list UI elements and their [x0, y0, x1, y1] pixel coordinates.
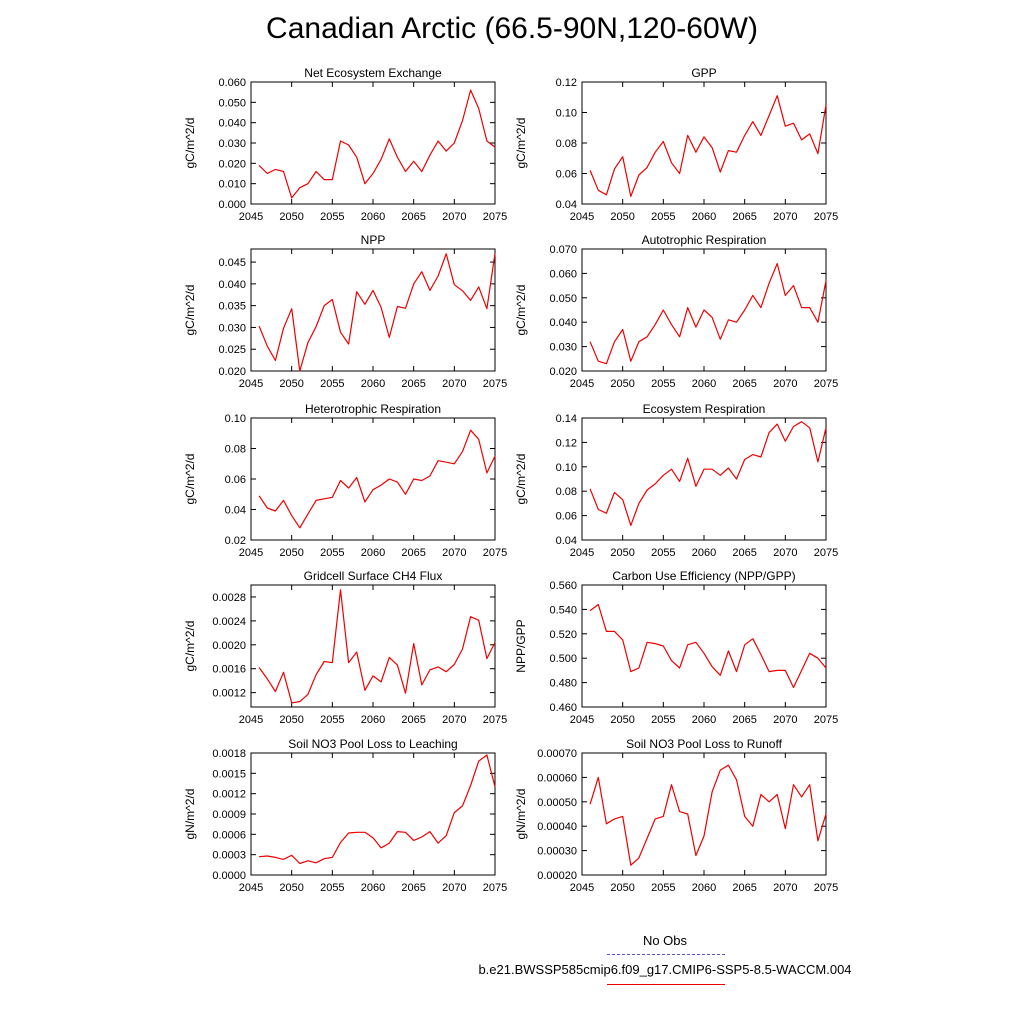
- y-axis-label: gC/m^2/d: [183, 620, 197, 672]
- x-tick-label: 2070: [442, 714, 467, 726]
- y-axis-label: gC/m^2/d: [514, 284, 528, 336]
- x-tick-label: 2065: [401, 547, 426, 559]
- x-tick-label: 2075: [813, 714, 839, 726]
- y-tick-label: 0.020: [218, 366, 246, 378]
- x-tick-label: 2060: [691, 211, 717, 223]
- x-tick-label: 2070: [773, 714, 798, 726]
- y-tick-label: 0.010: [218, 178, 246, 191]
- y-tick-label: 0.0016: [212, 663, 246, 676]
- y-tick-label: 0.10: [555, 107, 577, 120]
- x-tick-label: 2055: [651, 378, 676, 390]
- x-tick-label: 2075: [813, 211, 839, 223]
- panel-title: Heterotrophic Respiration: [304, 402, 442, 416]
- panel-title: GPP: [691, 66, 717, 80]
- x-tick-label: 2075: [813, 547, 839, 559]
- y-tick-label: 0.050: [549, 292, 577, 305]
- x-tick-label: 2045: [569, 882, 595, 894]
- x-tick-label: 2060: [360, 547, 386, 559]
- x-tick-label: 2045: [238, 547, 264, 559]
- y-tick-label: 0.08: [555, 138, 577, 150]
- panel-1: [183, 66, 507, 223]
- panel-2: [514, 66, 838, 223]
- y-tick-label: 0.04: [555, 535, 577, 547]
- x-tick-label: 2045: [238, 378, 264, 390]
- x-tick-label: 2065: [401, 882, 426, 894]
- panel-title: Carbon Use Efficiency (NPP/GPP): [612, 569, 796, 583]
- x-tick-label: 2050: [279, 547, 304, 559]
- plot-frame: [582, 585, 826, 707]
- x-tick-label: 2065: [401, 714, 426, 726]
- series-line: [590, 264, 826, 364]
- y-tick-label: 0.050: [218, 97, 246, 110]
- x-tick-label: 2060: [691, 714, 717, 726]
- x-tick-label: 2070: [773, 882, 798, 894]
- x-tick-label: 2050: [279, 211, 304, 223]
- x-tick-label: 2045: [569, 211, 595, 223]
- y-tick-label: 0.02: [224, 535, 246, 547]
- series-line: [590, 605, 826, 688]
- panel-4: [514, 233, 838, 390]
- y-tick-label: 0.0015: [212, 768, 246, 781]
- x-tick-label: 2045: [238, 714, 264, 726]
- y-tick-label: 0.035: [218, 300, 246, 313]
- y-axis-label: gC/m^2/d: [514, 453, 528, 505]
- y-tick-label: 0.040: [218, 117, 246, 130]
- x-tick-label: 2045: [569, 378, 595, 390]
- x-tick-label: 2050: [610, 882, 635, 894]
- x-tick-label: 2050: [610, 714, 635, 726]
- plot-frame: [251, 249, 495, 371]
- x-tick-label: 2050: [279, 378, 304, 390]
- plot-frame: [582, 418, 826, 540]
- y-tick-label: 0.040: [549, 317, 577, 330]
- y-axis-label: gC/m^2/d: [183, 284, 197, 336]
- x-tick-label: 2055: [320, 378, 345, 390]
- x-tick-label: 2060: [691, 378, 717, 390]
- panel-title: NPP: [360, 233, 386, 247]
- panel-title: Soil NO3 Pool Loss to Runoff: [626, 737, 782, 751]
- panel-title: Gridcell Surface CH4 Flux: [303, 569, 443, 583]
- x-tick-label: 2075: [813, 378, 839, 390]
- y-tick-label: 0.08: [224, 443, 246, 456]
- x-tick-label: 2060: [691, 882, 717, 894]
- x-tick-label: 2065: [401, 378, 426, 390]
- plot-frame: [582, 82, 826, 204]
- y-tick-label: 0.06: [224, 474, 246, 486]
- y-axis-label: gC/m^2/d: [183, 453, 197, 505]
- series-line: [590, 422, 826, 526]
- y-tick-label: 0.560: [549, 580, 577, 592]
- x-tick-label: 2070: [442, 882, 467, 894]
- x-tick-label: 2050: [279, 882, 304, 894]
- x-tick-label: 2070: [773, 378, 798, 390]
- y-tick-label: 0.0009: [212, 809, 246, 821]
- series-line: [590, 765, 826, 865]
- y-tick-label: 0.00050: [537, 796, 577, 809]
- y-tick-label: 0.0000: [212, 870, 246, 882]
- y-tick-label: 0.04: [555, 199, 577, 211]
- x-tick-label: 2060: [691, 547, 717, 559]
- y-tick-label: 0.14: [555, 413, 577, 425]
- x-tick-label: 2045: [569, 714, 595, 726]
- y-tick-label: 0.12: [555, 77, 577, 89]
- series-line: [590, 96, 826, 197]
- panel-7: [183, 569, 507, 726]
- x-tick-label: 2045: [238, 882, 264, 894]
- y-tick-label: 0.040: [218, 278, 246, 291]
- y-tick-label: 0.00060: [537, 772, 577, 785]
- panel-5: [183, 402, 507, 559]
- x-tick-label: 2075: [482, 378, 508, 390]
- y-tick-label: 0.04: [224, 504, 246, 517]
- x-tick-label: 2050: [610, 211, 635, 223]
- y-tick-label: 0.520: [549, 628, 577, 641]
- x-tick-label: 2075: [813, 882, 839, 894]
- x-tick-label: 2055: [320, 882, 345, 894]
- x-tick-label: 2055: [320, 547, 345, 559]
- panel-title: Ecosystem Respiration: [642, 402, 766, 416]
- series-line: [259, 253, 495, 371]
- series-line: [259, 430, 495, 528]
- y-axis-label: gN/m^2/d: [514, 788, 528, 840]
- x-tick-label: 2065: [732, 882, 757, 894]
- y-tick-label: 0.0028: [212, 591, 246, 604]
- x-tick-label: 2075: [482, 714, 508, 726]
- x-tick-label: 2050: [610, 378, 635, 390]
- x-tick-label: 2060: [360, 714, 386, 726]
- plot-frame: [251, 418, 495, 540]
- y-tick-label: 0.10: [555, 461, 577, 474]
- panel-9: [183, 737, 507, 894]
- x-tick-label: 2050: [610, 547, 635, 559]
- y-tick-label: 0.0012: [212, 788, 246, 801]
- x-tick-label: 2070: [773, 547, 798, 559]
- x-tick-label: 2075: [482, 211, 508, 223]
- y-tick-label: 0.030: [218, 322, 246, 335]
- panel-title: Soil NO3 Pool Loss to Leaching: [288, 737, 458, 751]
- y-tick-label: 0.060: [549, 268, 577, 281]
- series-line: [259, 755, 495, 864]
- y-tick-label: 0.045: [218, 257, 246, 270]
- y-tick-label: 0.00020: [537, 870, 577, 882]
- panel-3: [183, 233, 507, 390]
- x-tick-label: 2060: [360, 882, 386, 894]
- y-tick-label: 0.00070: [537, 748, 577, 760]
- x-tick-label: 2070: [442, 211, 467, 223]
- page-title: Canadian Arctic (66.5-90N,120-60W): [266, 12, 758, 45]
- y-tick-label: 0.030: [218, 138, 246, 150]
- y-tick-label: 0.030: [549, 341, 577, 354]
- legend-model-label: b.e21.BWSSP585cmip6.f09_g17.CMIP6-SSP5-8.5-WACCM.004: [478, 962, 852, 977]
- y-tick-label: 0.06: [555, 510, 577, 523]
- panel-6: [514, 402, 838, 559]
- legend-model-line: [607, 984, 725, 985]
- y-tick-label: 0.10: [224, 413, 246, 425]
- x-tick-label: 2055: [651, 882, 676, 894]
- y-tick-label: 0.12: [555, 437, 577, 450]
- y-axis-label: NPP/GPP: [514, 619, 528, 673]
- x-tick-label: 2065: [732, 378, 757, 390]
- y-tick-label: 0.070: [549, 244, 577, 256]
- y-axis-label: gC/m^2/d: [514, 117, 528, 169]
- y-tick-label: 0.020: [549, 366, 577, 378]
- y-tick-label: 0.480: [549, 677, 577, 690]
- y-tick-label: 0.020: [218, 158, 246, 171]
- y-tick-label: 0.08: [555, 486, 577, 499]
- x-tick-label: 2055: [320, 211, 345, 223]
- y-tick-label: 0.0024: [212, 615, 246, 628]
- y-tick-label: 0.0018: [212, 748, 246, 760]
- series-line: [259, 590, 495, 703]
- x-tick-label: 2070: [773, 211, 798, 223]
- y-tick-label: 0.00040: [537, 821, 577, 834]
- y-axis-label: gN/m^2/d: [183, 788, 197, 840]
- x-tick-label: 2055: [651, 714, 676, 726]
- panel-8: [514, 569, 838, 726]
- x-tick-label: 2075: [482, 882, 508, 894]
- y-tick-label: 0.00030: [537, 845, 577, 858]
- x-tick-label: 2070: [442, 378, 467, 390]
- x-tick-label: 2065: [732, 714, 757, 726]
- x-tick-label: 2065: [401, 211, 426, 223]
- x-tick-label: 2075: [482, 547, 508, 559]
- x-tick-label: 2065: [732, 211, 757, 223]
- x-tick-label: 2045: [569, 547, 595, 559]
- panel-title: Net Ecosystem Exchange: [304, 66, 442, 80]
- legend-obs-line: [607, 954, 725, 955]
- x-tick-label: 2055: [651, 547, 676, 559]
- x-tick-label: 2060: [360, 211, 386, 223]
- x-tick-label: 2060: [360, 378, 386, 390]
- x-tick-label: 2050: [279, 714, 304, 726]
- y-tick-label: 0.460: [549, 702, 577, 714]
- panel-10: [514, 737, 838, 894]
- y-tick-label: 0.06: [555, 168, 577, 181]
- x-tick-label: 2070: [442, 547, 467, 559]
- plot-frame: [582, 753, 826, 875]
- y-tick-label: 0.500: [549, 653, 577, 666]
- legend-obs-label: No Obs: [642, 933, 688, 948]
- y-tick-label: 0.0020: [212, 639, 246, 652]
- series-line: [259, 90, 495, 198]
- y-tick-label: 0.0003: [212, 849, 246, 862]
- y-tick-label: 0.0012: [212, 687, 246, 700]
- x-tick-label: 2055: [651, 211, 676, 223]
- y-axis-label: gC/m^2/d: [183, 117, 197, 169]
- panel-title: Autotrophic Respiration: [641, 233, 767, 247]
- y-tick-label: 0.0006: [212, 829, 246, 842]
- y-tick-label: 0.540: [549, 604, 577, 617]
- y-tick-label: 0.060: [218, 77, 246, 89]
- x-tick-label: 2045: [238, 211, 264, 223]
- y-tick-label: 0.000: [218, 199, 246, 211]
- x-tick-label: 2055: [320, 714, 345, 726]
- x-tick-label: 2065: [732, 547, 757, 559]
- y-tick-label: 0.025: [218, 344, 246, 357]
